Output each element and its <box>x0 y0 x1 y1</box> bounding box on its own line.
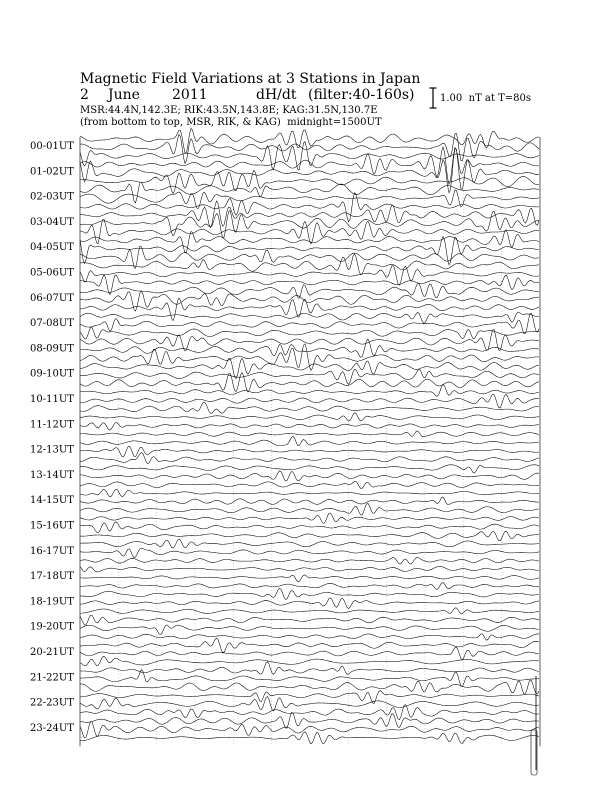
trace-MSR <box>80 384 539 396</box>
row-12-13UT <box>30 436 539 463</box>
row-label: 03-04UT <box>30 216 74 228</box>
row-06-07UT <box>30 284 539 321</box>
trace-KAG <box>80 328 539 339</box>
row-09-10UT <box>30 358 539 392</box>
row-label: 21-22UT <box>30 672 74 684</box>
row-label: 16-17UT <box>30 545 74 557</box>
row-13-14UT <box>30 465 539 489</box>
row-15-16UT <box>30 513 539 541</box>
row-23-24UT <box>30 713 539 744</box>
trace-RIK <box>80 647 539 659</box>
row-label: 18-19UT <box>30 596 74 608</box>
row-label: 10-11UT <box>30 394 74 405</box>
station-coordinates: MSR:44.4N,142.3E; RIK:43.5N,143.8E; KAG:31.5N,130.7E <box>80 105 378 116</box>
row-label: 14-15UT <box>30 495 74 507</box>
row-label: 20-21UT <box>30 647 74 658</box>
row-20-21UT <box>30 638 539 666</box>
trace-MSR <box>80 713 539 729</box>
trace-KAG <box>80 732 539 744</box>
row-05-06UT <box>30 254 539 295</box>
trace-RIK <box>80 291 539 311</box>
row-19-20UT <box>30 615 539 640</box>
trace-RIK <box>80 134 539 164</box>
trace-MSR <box>80 615 539 625</box>
trace-KAG <box>80 193 539 222</box>
trace-MSR <box>80 358 539 378</box>
row-label: 04-05UT <box>30 242 74 254</box>
row-label: 09-10UT <box>30 368 74 380</box>
row-label: 17-18UT <box>30 571 74 583</box>
row-01-02UT <box>30 147 539 193</box>
trace-KAG <box>80 656 539 665</box>
trace-KAG <box>80 431 539 437</box>
trace-RIK <box>80 210 539 237</box>
trace-MSR <box>80 254 539 275</box>
trace-KAG <box>80 634 539 641</box>
trace-RIK <box>80 446 539 457</box>
trace-MSR <box>80 413 539 421</box>
trace-MSR <box>80 539 539 548</box>
row-label: 13-14UT <box>30 469 74 481</box>
chart-title: Magnetic Field Variations at 3 Stations in Japan <box>80 71 421 87</box>
trace-KAG <box>80 583 539 590</box>
trace-RIK <box>80 266 539 285</box>
row-label: 01-02UT <box>30 166 74 178</box>
row-22-23UT <box>30 690 539 719</box>
date-day: 2 <box>80 87 89 103</box>
row-17-18UT <box>30 566 539 589</box>
trace-MSR <box>80 147 539 184</box>
trace-MSR <box>80 566 539 572</box>
trace-KAG <box>80 246 539 268</box>
row-label: 02-03UT <box>30 191 74 203</box>
trace-MSR <box>80 513 539 523</box>
row-label: 00-01UT <box>30 141 74 152</box>
trace-KAG <box>80 680 539 694</box>
quantity-label: dH/dt <box>256 87 297 103</box>
trace-RIK <box>80 471 539 481</box>
trace-RIK <box>80 313 539 334</box>
trace-MSR <box>80 690 539 703</box>
trace-KAG <box>80 481 539 488</box>
trace-RIK <box>80 722 539 738</box>
row-07-08UT <box>30 312 539 339</box>
row-label: 12-13UT <box>30 444 74 456</box>
scale-label: 1.00 nT at T=80s <box>440 93 531 104</box>
trace-RIK <box>80 670 539 687</box>
row-label: 05-06UT <box>30 267 74 279</box>
date-year: 2011 <box>172 87 208 103</box>
row-21-22UT <box>30 662 539 695</box>
calibration-marker <box>531 676 537 775</box>
row-label: 07-08UT <box>30 318 74 330</box>
trace-KAG <box>80 705 539 720</box>
trace-RIK <box>80 148 539 193</box>
trace-KAG <box>80 608 539 614</box>
trace-RIK <box>80 598 539 609</box>
trace-KAG <box>80 557 539 564</box>
row-label: 15-16UT <box>30 520 74 532</box>
row-label: 11-12UT <box>30 419 74 431</box>
row-label: 08-09UT <box>30 343 74 355</box>
trace-RIK <box>80 548 539 558</box>
station-order-note: (from bottom to top, MSR, RIK, & KAG) midnight=1500UT <box>80 117 382 128</box>
trace-KAG <box>80 372 539 391</box>
trace-KAG <box>80 531 539 541</box>
date-month: June <box>108 87 140 103</box>
trace-MSR <box>80 284 539 299</box>
trace-MSR <box>80 638 539 652</box>
trace-RIK <box>80 423 539 431</box>
row-04-05UT <box>30 230 539 269</box>
trace-RIK <box>80 697 539 711</box>
row-08-09UT <box>30 330 539 371</box>
trace-MSR <box>80 588 539 599</box>
trace-RIK <box>80 575 539 582</box>
trace-RIK <box>80 497 539 505</box>
row-00-01UT <box>30 128 539 170</box>
trace-MSR <box>80 489 539 497</box>
row-10-11UT <box>30 384 539 413</box>
row-16-17UT <box>30 539 539 564</box>
trace-MSR <box>80 662 539 675</box>
trace-MSR <box>80 436 539 446</box>
trace-KAG <box>80 503 539 515</box>
filter-label: (filter:40-160s) <box>308 87 415 103</box>
trace-RIK <box>80 625 539 635</box>
trace-RIK <box>80 522 539 533</box>
row-label: 23-24UT <box>30 722 74 734</box>
trace-RIK <box>80 369 539 384</box>
row-18-19UT <box>30 588 539 614</box>
trace-KAG <box>80 298 539 320</box>
row-11-12UT <box>30 413 539 437</box>
row-label: 22-23UT <box>30 697 74 709</box>
row-label: 06-07UT <box>30 292 74 304</box>
trace-MSR <box>80 465 539 473</box>
row-label: 19-20UT <box>30 621 74 633</box>
trace-MSR <box>80 182 539 203</box>
row-14-15UT <box>30 489 539 515</box>
trace-RIK <box>80 339 539 357</box>
trace-KAG <box>80 402 539 413</box>
